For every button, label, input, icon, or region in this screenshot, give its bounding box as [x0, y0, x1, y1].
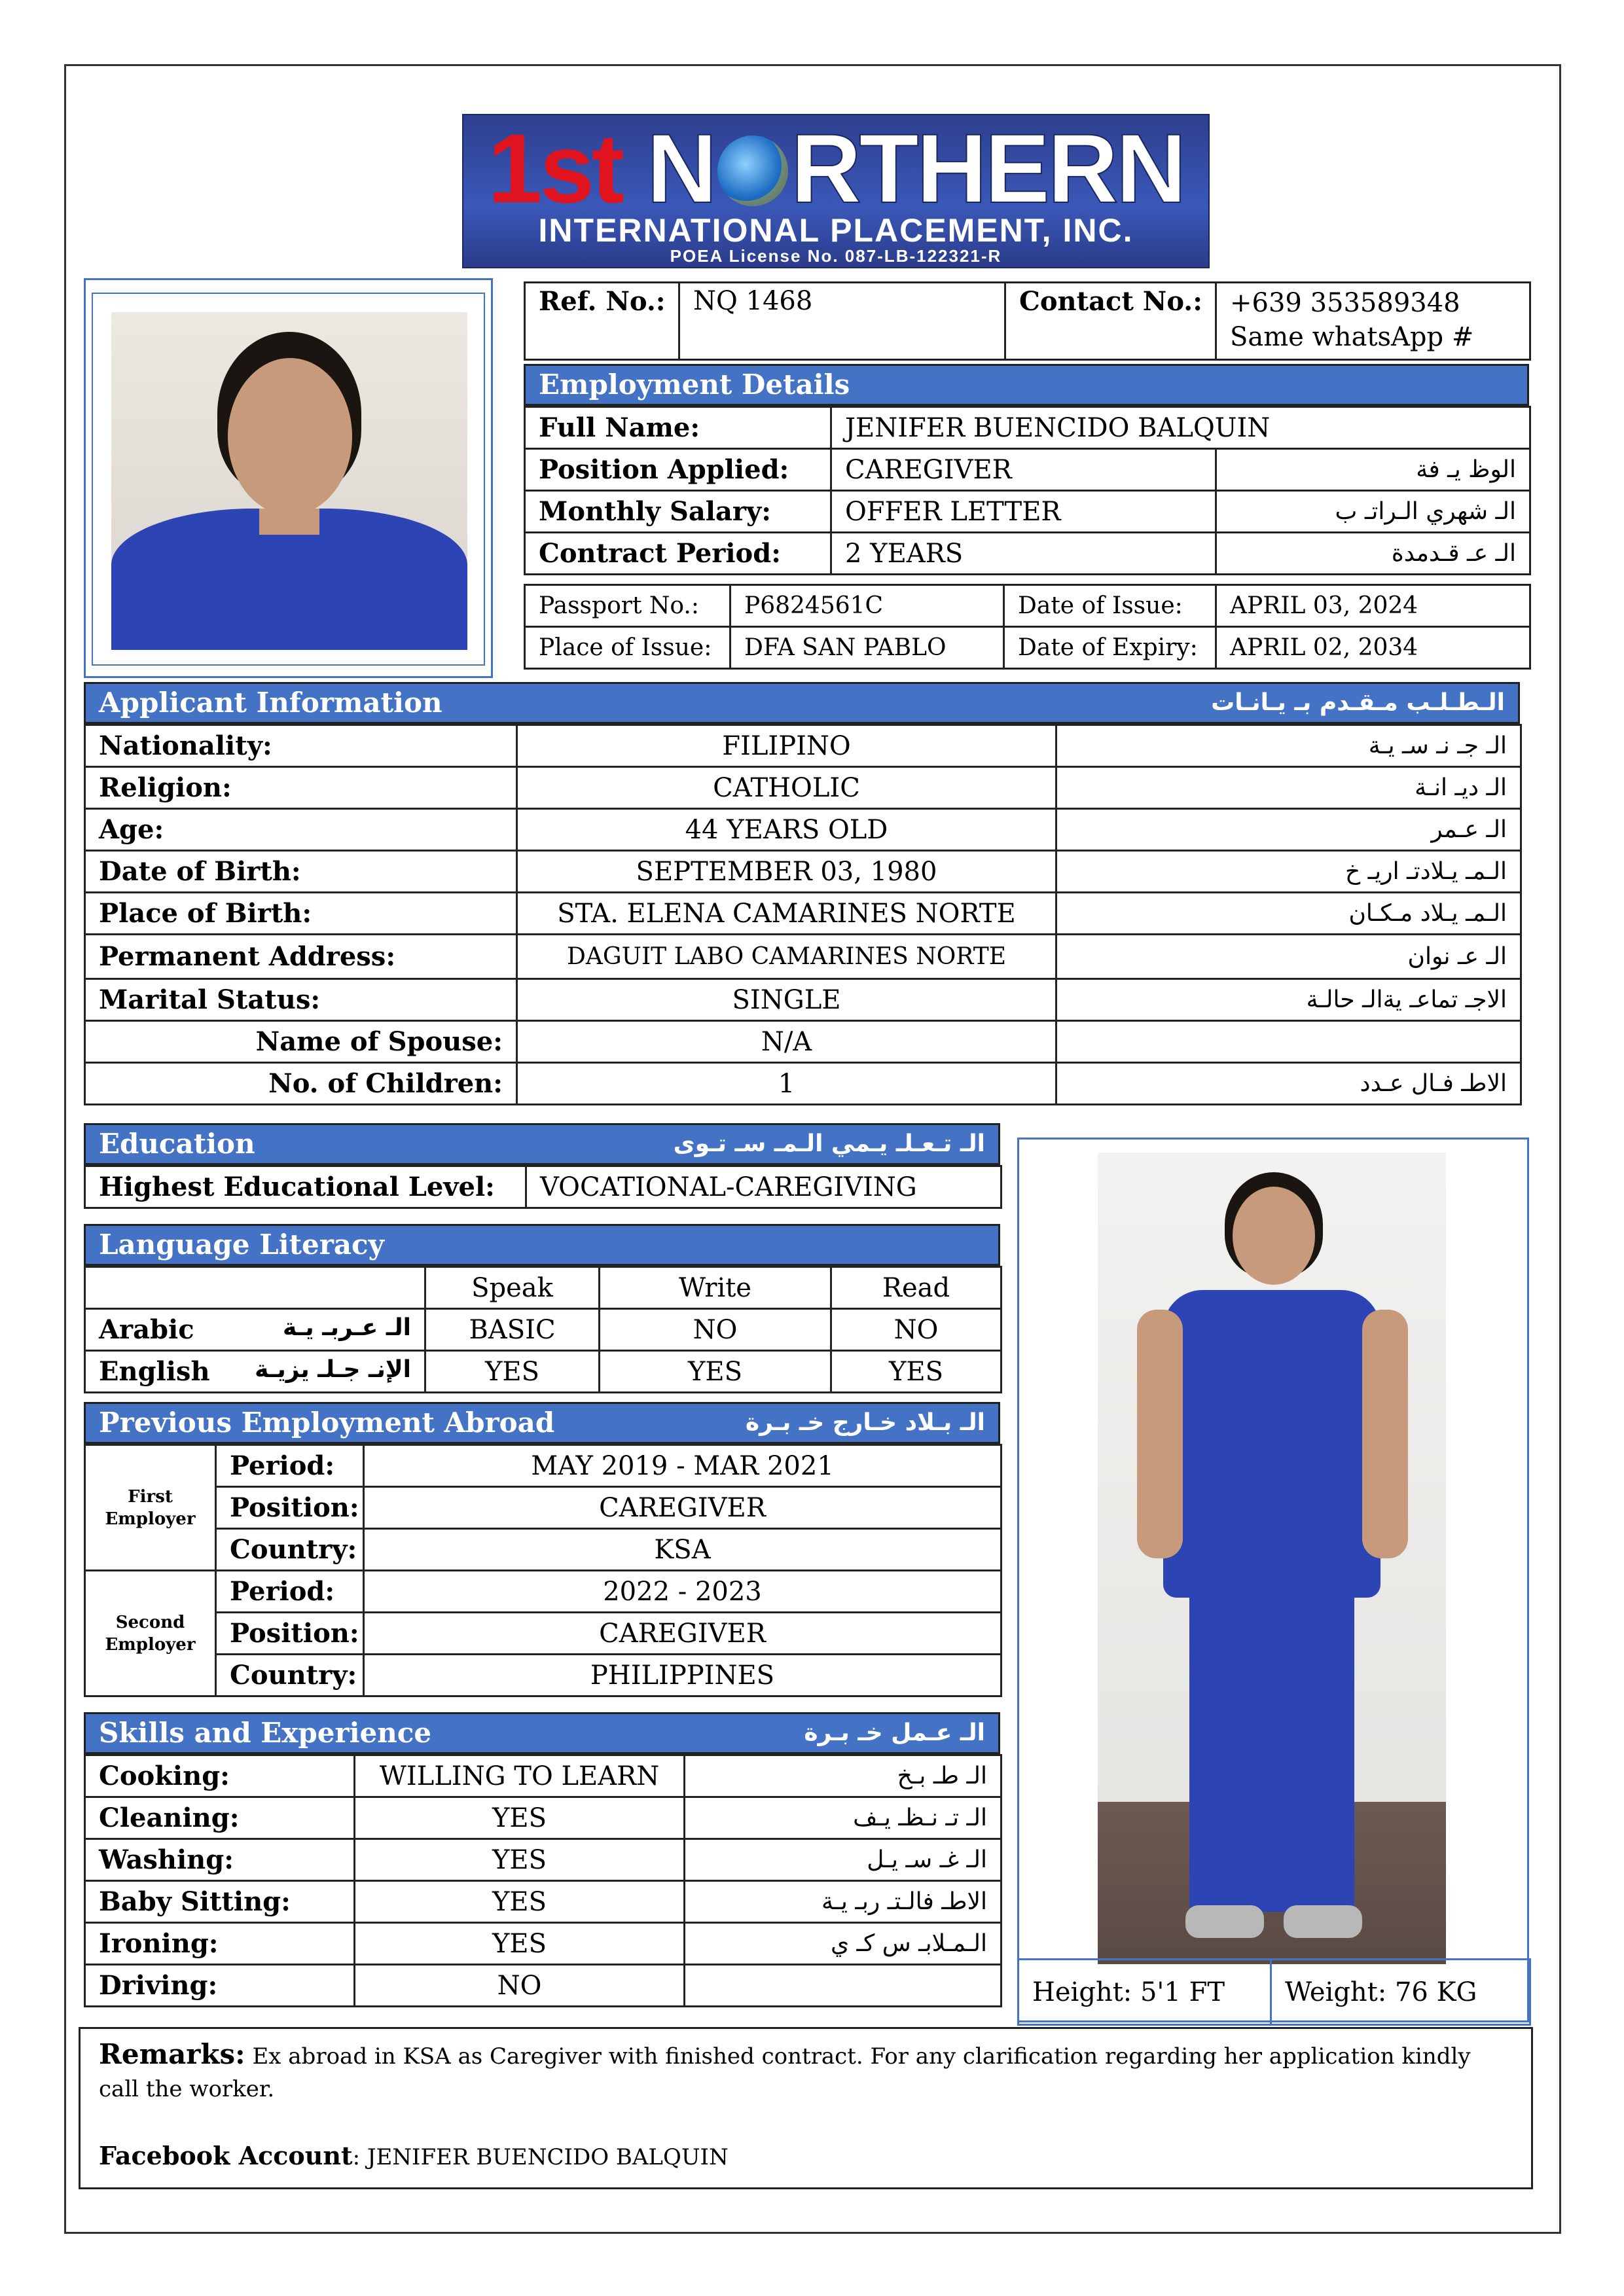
applicant-row	[85, 935, 1521, 979]
height-weight-table	[1017, 1958, 1531, 2026]
applicant-row-arabic: الـ عـمر	[1056, 809, 1521, 851]
position-arabic: الوظ يـ فة	[1216, 449, 1530, 491]
applicant-row	[85, 893, 1521, 935]
education-title: Education	[99, 1128, 255, 1160]
previous-title-arabic: الـ بـلاد خـارج خـ بـرة	[745, 1409, 985, 1436]
skill-row	[85, 1881, 1001, 1923]
expiry-date-value: APRIL 02, 2034	[1216, 627, 1530, 669]
applicant-title-arabic: الـطـلـب مـقـدم بـ يـانـات	[1211, 689, 1505, 716]
speak-col-header: Speak	[425, 1267, 600, 1309]
education-header	[84, 1123, 1000, 1165]
english-speak: YES	[425, 1351, 600, 1393]
applicant-row-label: Permanent Address:	[85, 935, 517, 979]
applicant-row	[85, 767, 1521, 809]
full-name-label: Full Name:	[525, 407, 831, 449]
applicant-row-label: No. of Children:	[85, 1063, 517, 1105]
expiry-date-label: Date of Expiry:	[1004, 627, 1216, 669]
arabic-read: NO	[831, 1309, 1001, 1351]
passport-no-label: Passport No.:	[525, 585, 731, 627]
english-lang-arabic: الإنـ جـلـ يزيـة	[255, 1356, 411, 1383]
applicant-row-label: Place of Birth:	[85, 893, 517, 935]
full-body-photo-frame	[1017, 1138, 1529, 2022]
applicant-row-arabic: الـ ديـ انـة	[1056, 767, 1521, 809]
second-period-value: 2022 - 2023	[364, 1571, 1001, 1613]
second-country-label: Country:	[216, 1655, 364, 1696]
education-title-arabic: الـ تـعـلـ يـمي الـمـ سـ تـوى	[673, 1130, 985, 1157]
read-col-header: Read	[831, 1267, 1001, 1309]
applicant-row-value: CATHOLIC	[517, 767, 1056, 809]
first-country-value: KSA	[364, 1529, 1001, 1571]
skill-label: Cooking:	[85, 1755, 355, 1797]
ref-table	[524, 281, 1531, 361]
applicant-row-value: DAGUIT LABO CAMARINES NORTE	[517, 935, 1056, 979]
first-period-label: Period:	[216, 1445, 364, 1487]
applicant-row-arabic: الاجـ تماعـ يةالـ حالـة	[1056, 979, 1521, 1021]
passport-no-value: P6824561C	[731, 585, 1004, 627]
previous-table	[84, 1444, 1002, 1697]
applicant-title: Applicant Information	[99, 687, 442, 719]
skills-title-arabic: الـ عـمل خـ بـرة	[804, 1719, 985, 1746]
issue-place-value: DFA SAN PABLO	[731, 627, 1004, 669]
contact-label: Contact No.:	[1005, 283, 1216, 360]
language-header	[84, 1224, 1000, 1266]
applicant-row-arabic	[1056, 1021, 1521, 1063]
contract-value: 2 YEARS	[831, 533, 1216, 575]
skill-row	[85, 1797, 1001, 1839]
applicant-row-label: Religion:	[85, 767, 517, 809]
passport-table	[524, 584, 1531, 670]
applicant-row-value: 1	[517, 1063, 1056, 1105]
previous-header	[84, 1402, 1000, 1444]
skill-value: YES	[355, 1881, 685, 1923]
language-title: Language Literacy	[99, 1229, 385, 1261]
arabic-speak: BASIC	[425, 1309, 600, 1351]
english-lang-name: English	[99, 1356, 210, 1387]
language-corner	[85, 1267, 425, 1309]
english-write: YES	[600, 1351, 831, 1393]
portrait-photo	[92, 293, 485, 666]
applicant-row	[85, 1021, 1521, 1063]
logo-text-1st: 1st	[488, 113, 622, 223]
salary-value: OFFER LETTER	[831, 491, 1216, 533]
height-value: Height: 5'1 FT	[1019, 1960, 1271, 2025]
position-value: CAREGIVER	[831, 449, 1216, 491]
skill-value: YES	[355, 1797, 685, 1839]
facebook-label: Facebook Account	[99, 2141, 353, 2170]
applicant-row-label: Date of Birth:	[85, 851, 517, 893]
position-label: Position Applied:	[525, 449, 831, 491]
contact-value	[1216, 283, 1530, 360]
skill-label: Ironing:	[85, 1923, 355, 1965]
previous-title: Previous Employment Abroad	[99, 1407, 555, 1439]
skill-label: Baby Sitting:	[85, 1881, 355, 1923]
skills-table	[84, 1754, 1002, 2007]
company-logo	[462, 114, 1210, 268]
employment-table	[524, 406, 1531, 575]
applicant-row	[85, 725, 1521, 767]
weight-value: Weight: 76 KG	[1271, 1960, 1530, 2025]
second-employer-label: Second Employer	[85, 1571, 216, 1696]
second-period-label: Period:	[216, 1571, 364, 1613]
skill-value: YES	[355, 1839, 685, 1881]
english-lang-label	[85, 1351, 425, 1393]
contract-label: Contract Period:	[525, 533, 831, 575]
education-label: Highest Educational Level:	[85, 1166, 526, 1208]
skill-arabic: الـ تـ نـظـ يـف	[685, 1797, 1001, 1839]
english-read: YES	[831, 1351, 1001, 1393]
remarks-label: Remarks:	[99, 2038, 245, 2070]
arabic-lang-label	[85, 1309, 425, 1351]
education-value: VOCATIONAL-CAREGIVING	[526, 1166, 1001, 1208]
first-position-value: CAREGIVER	[364, 1487, 1001, 1529]
skill-label: Driving:	[85, 1965, 355, 2007]
language-table	[84, 1266, 1002, 1393]
applicant-row-arabic: الاطـ فـال عـدد	[1056, 1063, 1521, 1105]
arabic-write: NO	[600, 1309, 831, 1351]
ref-label: Ref. No.:	[525, 283, 679, 360]
applicant-row-label: Age:	[85, 809, 517, 851]
salary-label: Monthly Salary:	[525, 491, 831, 533]
skill-arabic: الاطـ فالـتـ ربـ يـة	[685, 1881, 1001, 1923]
skill-arabic	[685, 1965, 1001, 2007]
ref-value: NQ 1468	[679, 283, 1005, 360]
applicant-row-arabic: الـمـ يـلاد مـكـان	[1056, 893, 1521, 935]
skill-arabic: الـمـلابـ س كـ ي	[685, 1923, 1001, 1965]
applicant-row-value: 44 YEARS OLD	[517, 809, 1056, 851]
skill-label: Washing:	[85, 1839, 355, 1881]
skill-arabic: الـ غـ سـ يـل	[685, 1839, 1001, 1881]
skill-value: WILLING TO LEARN	[355, 1755, 685, 1797]
applicant-row	[85, 851, 1521, 893]
issue-date-value: APRIL 03, 2024	[1216, 585, 1530, 627]
first-position-label: Position:	[216, 1487, 364, 1529]
second-position-value: CAREGIVER	[364, 1613, 1001, 1655]
remarks-box	[79, 2027, 1533, 2189]
employment-title: Employment Details	[539, 368, 850, 401]
skill-row	[85, 1755, 1001, 1797]
issue-place-label: Place of Issue:	[525, 627, 731, 669]
education-table	[84, 1165, 1002, 1209]
applicant-row-label: Name of Spouse:	[85, 1021, 517, 1063]
contract-arabic: الـ عـ قـدمدة	[1216, 533, 1530, 575]
applicant-row-value: SINGLE	[517, 979, 1056, 1021]
skills-title: Skills and Experience	[99, 1717, 432, 1749]
skills-header	[84, 1712, 1000, 1754]
applicant-row-value: FILIPINO	[517, 725, 1056, 767]
globe-icon	[717, 135, 788, 206]
applicant-row	[85, 809, 1521, 851]
skill-row	[85, 1923, 1001, 1965]
applicant-table	[84, 724, 1522, 1105]
first-country-label: Country:	[216, 1529, 364, 1571]
skill-row	[85, 1965, 1001, 2007]
remarks-text: Ex abroad in KSA as Caregiver with finished contract. For any clarification regarding her application kindly call the worker.	[99, 2043, 1471, 2102]
first-employer-label: First Employer	[85, 1445, 216, 1571]
applicant-row	[85, 979, 1521, 1021]
first-period-value: MAY 2019 - MAR 2021	[364, 1445, 1001, 1487]
contact-number: +639 353589348	[1230, 288, 1460, 318]
applicant-row-arabic: الـ عـ نوان	[1056, 935, 1521, 979]
skill-label: Cleaning:	[85, 1797, 355, 1839]
applicant-row-label: Nationality:	[85, 725, 517, 767]
skill-arabic: الـ طـ بـخ	[685, 1755, 1001, 1797]
applicant-row	[85, 1063, 1521, 1105]
arabic-lang-name: Arabic	[99, 1314, 194, 1345]
logo-text-rthern: RTHERN	[790, 113, 1184, 223]
applicant-row-arabic: الـمـ يـلادتـ اريـ خ	[1056, 851, 1521, 893]
logo-license: POEA License No. 087-LB-122321-R	[670, 246, 1002, 266]
logo-subtitle: INTERNATIONAL PLACEMENT, INC.	[538, 212, 1134, 249]
facebook-value: : JENIFER BUENCIDO BALQUIN	[352, 2144, 729, 2170]
applicant-row-label: Marital Status:	[85, 979, 517, 1021]
full-body-photo	[1098, 1153, 1446, 1964]
applicant-row-value: SEPTEMBER 03, 1980	[517, 851, 1056, 893]
skill-row	[85, 1839, 1001, 1881]
employment-header	[524, 364, 1529, 406]
logo-text-n: N	[646, 113, 715, 223]
applicant-header	[84, 682, 1520, 724]
write-col-header: Write	[600, 1267, 831, 1309]
full-name-value: JENIFER BUENCIDO BALQUIN	[831, 407, 1530, 449]
skill-value: NO	[355, 1965, 685, 2007]
second-country-value: PHILIPPINES	[364, 1655, 1001, 1696]
arabic-lang-arabic: الـ عـربـ يـة	[283, 1314, 411, 1341]
contact-note: Same whatsApp #	[1230, 322, 1474, 352]
salary-arabic: الـ شهري الـراتـ ب	[1216, 491, 1530, 533]
applicant-row-value: STA. ELENA CAMARINES NORTE	[517, 893, 1056, 935]
issue-date-label: Date of Issue:	[1004, 585, 1216, 627]
skill-value: YES	[355, 1923, 685, 1965]
applicant-row-value: N/A	[517, 1021, 1056, 1063]
second-position-label: Position:	[216, 1613, 364, 1655]
applicant-row-arabic: الـ جـ نـ سـ يـة	[1056, 725, 1521, 767]
